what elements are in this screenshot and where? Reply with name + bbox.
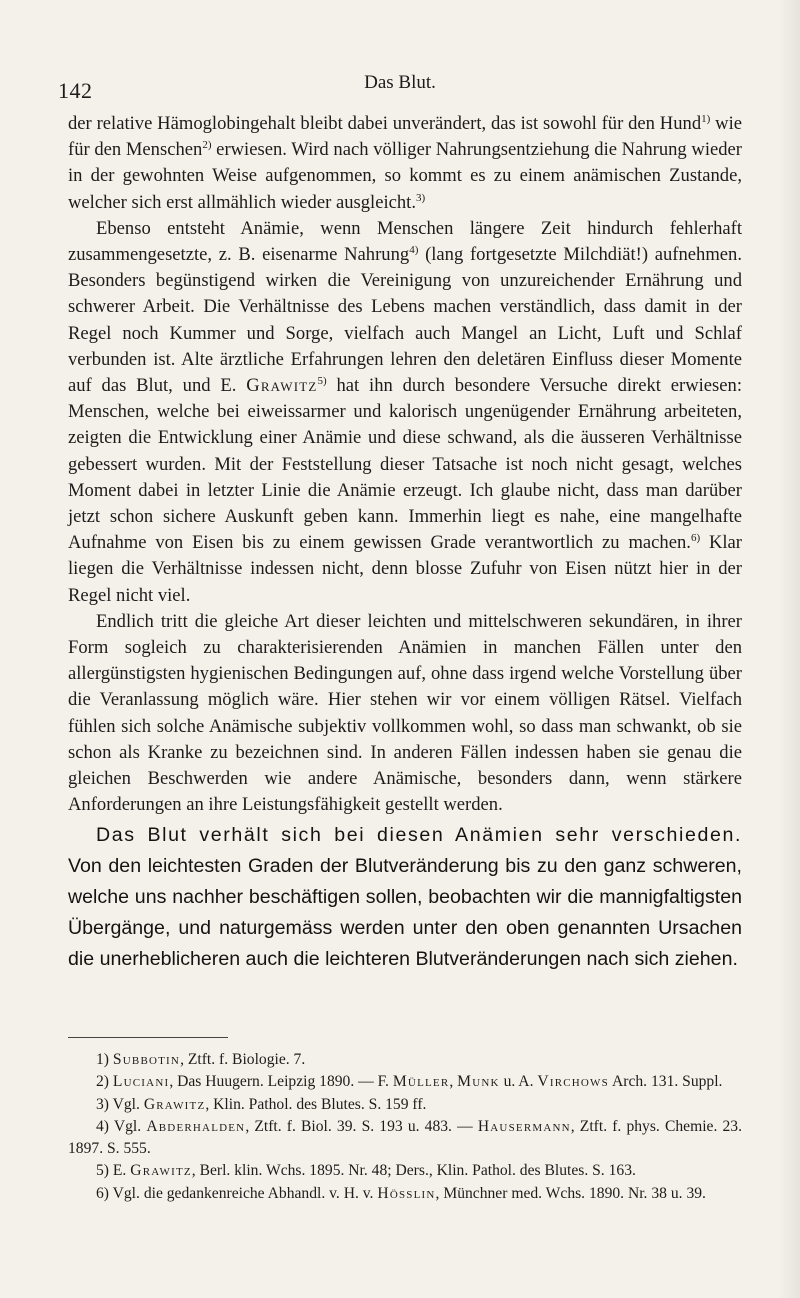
footnote-number: 2) xyxy=(96,1073,109,1091)
text-span: Ebenso entsteht Anämie, wenn Menschen längere Zeit hindurch fehlerhaft zusammengesetzte, z. B. eisenarme Nahrung xyxy=(68,217,742,266)
footnote-ref: 1) xyxy=(701,113,711,125)
footnotes xyxy=(68,1049,742,1205)
author-name: Hösslin xyxy=(377,1184,436,1202)
footnote-number: 6) xyxy=(96,1184,109,1202)
author-name: Abderhalden xyxy=(146,1117,246,1135)
paragraph-2 xyxy=(68,216,742,609)
footnote-1 xyxy=(68,1049,742,1071)
page-edge-shadow xyxy=(778,0,800,1298)
footnote-text: , Ztft. f. phys. Chemie. 23. 1897. S. 555. xyxy=(68,1117,743,1158)
footnote-text: u. A. xyxy=(499,1073,538,1091)
footnote-text: , Münchner med. Wchs. 1890. Nr. 38 u. 39. xyxy=(435,1184,706,1202)
footnote-text: , Ztft. f. Biologie. 7. xyxy=(180,1051,306,1068)
paragraph-1 xyxy=(68,111,742,216)
footnote-text: Vgl. die gedankenreiche Abhandl. v. H. v. xyxy=(112,1184,378,1202)
emphasis-rest: Von den leichtesten Graden der Blutveränderung bis zu den ganz schweren, welche uns nachher beschäftigen sollen, beobachten wir die mannigfaltigsten Übergänge, und naturgemäss werden unter den oben genannten Ursachen die unerheblicheren auch die leichteren Blutveränderungen nach sich ziehen. xyxy=(68,855,742,971)
footnote-text: , Klin. Pathol. des Blutes. S. 159 ff. xyxy=(205,1095,427,1113)
footnote-6 xyxy=(68,1183,742,1205)
footnote-ref: 3) xyxy=(415,191,426,204)
author-name: Subbotin xyxy=(112,1051,181,1068)
running-title: Das Blut. xyxy=(364,72,436,93)
footnote-text: , Das Huugern. Leipzig 1890. — F. xyxy=(169,1073,393,1091)
text-span: der relative Hämoglobingehalt bleibt dabei unverändert, das ist sowohl für den Hund xyxy=(68,113,702,134)
author-name: Grawitz xyxy=(130,1162,192,1180)
footnote-4 xyxy=(68,1116,742,1161)
footnote-text: , xyxy=(449,1073,458,1091)
footnote-text: Vgl. xyxy=(113,1117,147,1135)
text-span: (lang fortgesetzte Milchdiät!) aufnehmen. Besonders begünstigend wirken die Vereinigung von unzureichender Ernährung und schwerer Arbeit. Die Verhältnisse des Lebens machen verständlich, dass damit in der Regel noch Kummer und Sorge, vielfach auch Mangel an Licht, Luft und Schlaf verbunden ist. Alte ärztliche Erfahrungen lehren den deletären Einfluss dieser Momente auf das Blut, und E. xyxy=(68,244,743,397)
author-name: Munk xyxy=(457,1073,500,1091)
footnote-text: , Ztft. f. Biol. 39. S. 193 u. 483. — xyxy=(245,1117,478,1135)
footnote-text: Vgl. xyxy=(112,1095,144,1113)
author-name: Grawitz xyxy=(246,375,318,397)
author-name: Grawitz xyxy=(143,1095,206,1113)
footnote-2 xyxy=(68,1071,742,1093)
emphasis-paragraph xyxy=(68,820,742,975)
paragraph-3 xyxy=(68,609,742,819)
footnote-number: 5) xyxy=(96,1162,109,1180)
footnote-divider xyxy=(68,1037,228,1038)
footnote-number: 1) xyxy=(96,1051,109,1068)
footnote-number: 4) xyxy=(96,1117,109,1135)
author-name: Hausermann xyxy=(477,1117,571,1135)
text-span: hat ihn durch besondere Versuche direkt erwiesen: Menschen, welche bei eiweissarmer und kalorisch ungenügender Ernährung arbeiteten, zeigten die Entwicklung einer Anämie und diese schwand, als die äusseren Verhältnisse gebessert wurden. Mit der Feststellung dieser Tatsache ist noch nicht gesagt, welches Moment dabei in letzter Linie die Anämie erzeugt. Ich glaube nicht, dass man darüber jetzt schon sichere Auskunft geben kann. Immerhin liegt es nahe, eine mangelhafte Aufnahme von Eisen bis zu einem gewissen Grade verantwortlich zu machen. xyxy=(68,375,742,554)
footnote-text: , Berl. klin. Wchs. 1895. Nr. 48; Ders., Klin. Pathol. des Blutes. S. 163. xyxy=(191,1162,636,1180)
running-head xyxy=(0,72,800,102)
text-span: wie für den Menschen xyxy=(68,113,743,161)
page-number: 142 xyxy=(58,78,93,103)
text-span: Klar liegen die Verhältnisse indessen nicht, denn blosse Zufuhr von Eisen nützt hier in der Regel nicht viel. xyxy=(68,532,743,606)
footnote-number: 3) xyxy=(96,1095,109,1113)
footnote-text: Arch. 131. Suppl. xyxy=(608,1073,723,1091)
footnote-ref: 2) xyxy=(202,139,212,152)
footnote-text: E. xyxy=(112,1162,131,1180)
footnote-ref: 6) xyxy=(690,532,701,545)
footnote-ref: 4) xyxy=(409,244,419,257)
body-text xyxy=(68,111,742,975)
footnote-ref: 5) xyxy=(317,375,327,388)
spaced-lead: Das Blut verhält sich bei diesen Anämien sehr verschieden. xyxy=(96,824,742,847)
author-name: Luciani xyxy=(112,1073,170,1091)
footnote-3 xyxy=(68,1094,742,1116)
footnote-5 xyxy=(68,1160,742,1182)
author-name: Virchows xyxy=(537,1073,609,1091)
author-name: Müller xyxy=(392,1073,450,1091)
text-span: erwiesen. Wird nach völliger Nahrungsentziehung die Nahrung wieder in der gewohnten Weise aufgenommen, so kommt es zu einem anämischen Zustande, welcher sich erst allmählich wieder ausgleicht. xyxy=(68,139,743,213)
text-span: Endlich tritt die gleiche Art dieser leichten und mittelschweren sekundären, in ihrer Form sogleich zu charakterisierenden Anämien in manchen Fällen unter den allergünstigsten hygienischen Bedingungen auf, ohne dass irgend welche Vorstellung über die Veranlassung möglich wäre. Hier stehen wir vor einem völligen Rätsel. Vielfach fühlen sich solche Anämische subjektiv vollkommen wohl, so dass man schwankt, ob sie schon als Kranke zu bezeichnen sind. In anderen Fällen indessen haben sie genau die gleichen Beschwerden wie andere Anämische, besonders dann, wenn stärkere Anforderungen an ihre Leistungsfähigkeit gestellt werden. xyxy=(68,610,742,816)
